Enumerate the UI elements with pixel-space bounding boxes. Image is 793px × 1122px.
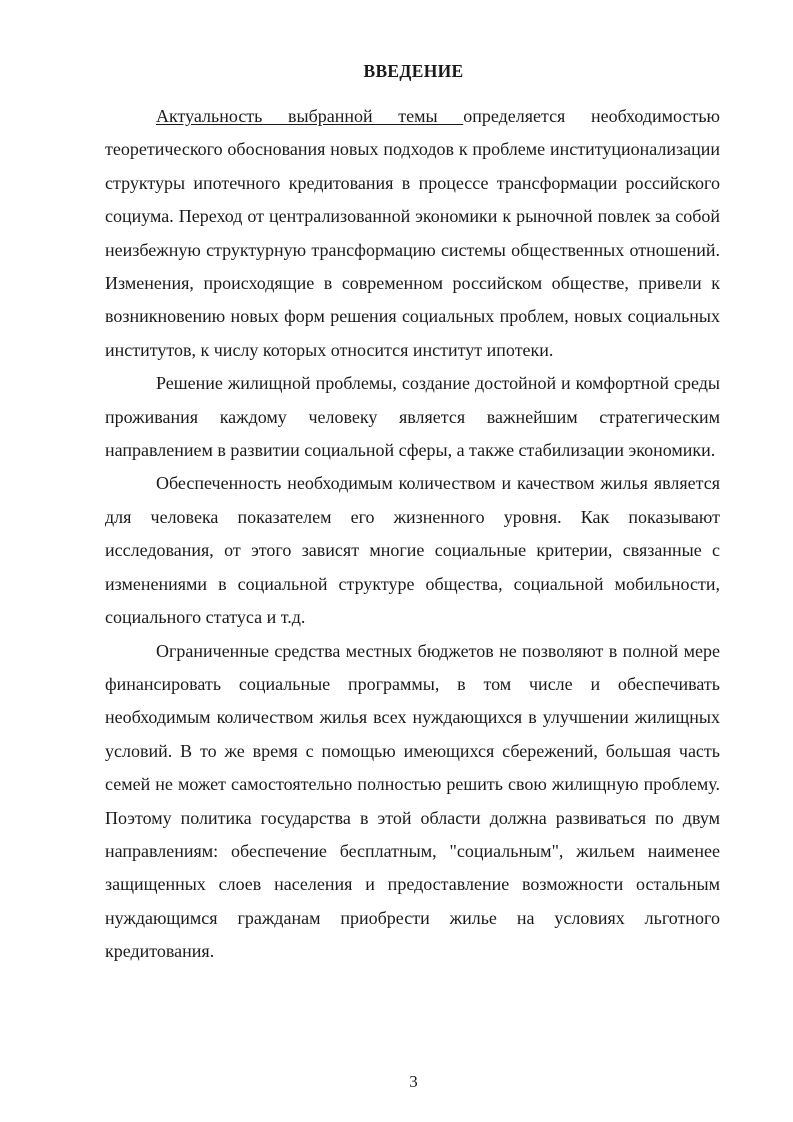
paragraph-text: определяется необходимостью теоретического обоснования новых подходов к проблеме институционализации структуры ипотечного кредитования в процессе трансформации российского социума. Переход от централизованной экономики к рыночной повлек за собой неизбежную структурную трансформацию системы общественных отношений. Изменения, происходящие в современном российском обществе, привели к возникновению новых форм решения социальных проблем, новых социальных институтов, к числу которых относится институт ипотеки. bbox=[105, 106, 720, 360]
document-body bbox=[105, 100, 720, 969]
page-number: 3 bbox=[409, 1072, 418, 1091]
paragraph-housing-provision: Обеспеченность необходимым количеством и качеством жилья является для человека показателем его жизненного уровня. Как показывают исследования, от этого зависят многие социальные критерии, связанные с изменениями в социальной структуре общества, социальной мобильности, социального статуса и т.д. bbox=[105, 473, 720, 628]
paragraph-budget-limits: Ограниченные средства местных бюджетов не позволяют в полной мере финансировать социальные программы, в том числе и обеспечивать необходимым количеством жилья всех нуждающихся в улучшении жилищных условий. В то же время с помощью имеющихся сбережений, большая часть семей не может самостоятельно полностью решить свою жилищную проблему. Поэтому политика государства в этой области должна развиваться по двум направлениям: обеспечение бесплатным, "социальным", жильем наименее защищенных слоев населения и предоставление возможности остальным нуждающимся гражданам приобрести жилье на условиях льготного кредитования. bbox=[105, 640, 720, 962]
paragraph-relevance bbox=[105, 100, 720, 367]
paragraph-housing-problem: Решение жилищной проблемы, создание достойной и комфортной среды проживания каждому человеку является важнейшим стратегическим направлением в развитии социальной сферы, а также стабилизации экономики. bbox=[105, 373, 720, 461]
page-title: ВВЕДЕНИЕ bbox=[363, 61, 464, 81]
paragraph-lead-underlined: Актуальность выбранной темы bbox=[156, 106, 464, 126]
